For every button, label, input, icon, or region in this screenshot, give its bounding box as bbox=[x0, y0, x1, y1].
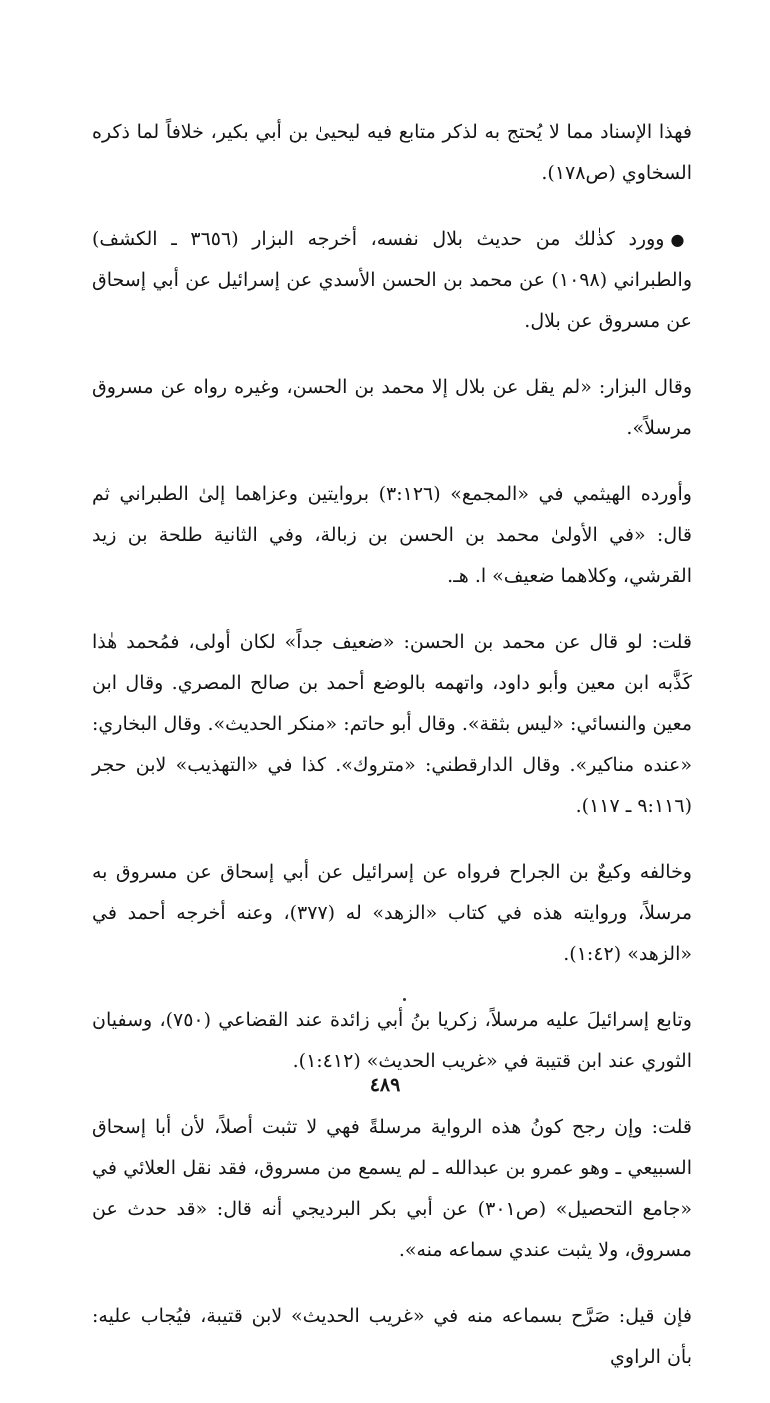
bullet-icon: ● bbox=[670, 230, 692, 249]
paragraph-8: قلت: وإن رجح كونُ هذه الرواية مرسلةً فهي لا تثبت أصلاً، لأن أبا إسحاق السبيعي ـ وهو عمرو بن عبدالله ـ لم يسمع من مسروق، فقد نقل العلائي في «جامع التحصيل» (ص٣٠١) عن أبي بكر البرديجي أنه قال: «قد حدث عن مسروق، ولا يثبت عندي سماعه منه». bbox=[92, 1116, 693, 1261]
paragraph-9: فإن قيل: صَرَّح بسماعه منه في «غريب الحديث» لابن قتيبة، فيُجاب عليه: بأن الراوي bbox=[92, 1305, 692, 1368]
paragraph-7: وتابع إسرائيلَ عليه مرسلاً، زكريا بنُ أبي زائدة عند القضاعي (٧٥٠)، وسفيان الثوري عند ابن قتيبة في «غريب الحديث» (١:٤١٢). bbox=[92, 1009, 692, 1072]
paragraph-4: وأورده الهيثمي في «المجمع» (٣:١٢٦) بروايتين وعزاهما إلىٰ الطبراني ثم قال: «في الأولىٰ محمد بن الحسن بن زبالة، وفي الثانية طلحة بن زيد القرشي، وكلاهما ضعيف» ا. هـ. bbox=[92, 483, 692, 587]
paragraph-6: وخالفه وكيعٌ بن الجراح فرواه عن إسرائيل عن أبي إسحاق عن مسروق به مرسلاً، وروايته هذه في كتاب «الزهد» له (٣٧٧)، وعنه أخرجه أحمد في «الزهد» (١:٤٢). bbox=[92, 861, 692, 965]
paragraph-3: وقال البزار: «لم يقل عن بلال إلا محمد بن الحسن، وغيره رواه عن مسروق مرسلاً». bbox=[92, 376, 692, 439]
paragraph-1: فهذا الإسناد مما لا يُحتج به لذكر متابع فيه ليحيىٰ بن أبي بكير، خلافاً لما ذكره السخاوي (ص١٧٨). bbox=[92, 121, 692, 184]
page-number: ٤٨٩ bbox=[369, 1074, 401, 1096]
paragraph-2: ●وورد كذٰلك من حديث بلال نفسه، أخرجه البزار (٣٦٥٦ ـ الكشف) والطبراني (١٠٩٨) عن محمد بن الحسن الأسدي عن إسرائيل عن أبي إسحاق عن مسروق عن بلال. bbox=[92, 228, 692, 332]
stray-dot bbox=[403, 998, 406, 1001]
page-body bbox=[92, 112, 692, 1403]
paragraph-5: قلت: لو قال عن محمد بن الحسن: «ضعيف جداً» لكان أولى، فمُحمد هٰذا كَذَّبه ابن معين وأبو داود، واتهمه بالوضع أحمد بن صالح المصري. وقال ابن معين والنسائي: «ليس بثقة». وقال أبو حاتم: «منكر الحديث». وقال البخاري: «عنده مناكير». وقال الدارقطني: «متروك». كذا في «التهذيب» لابن حجر (٩:١١٦ ـ ١١٧). bbox=[92, 631, 692, 817]
